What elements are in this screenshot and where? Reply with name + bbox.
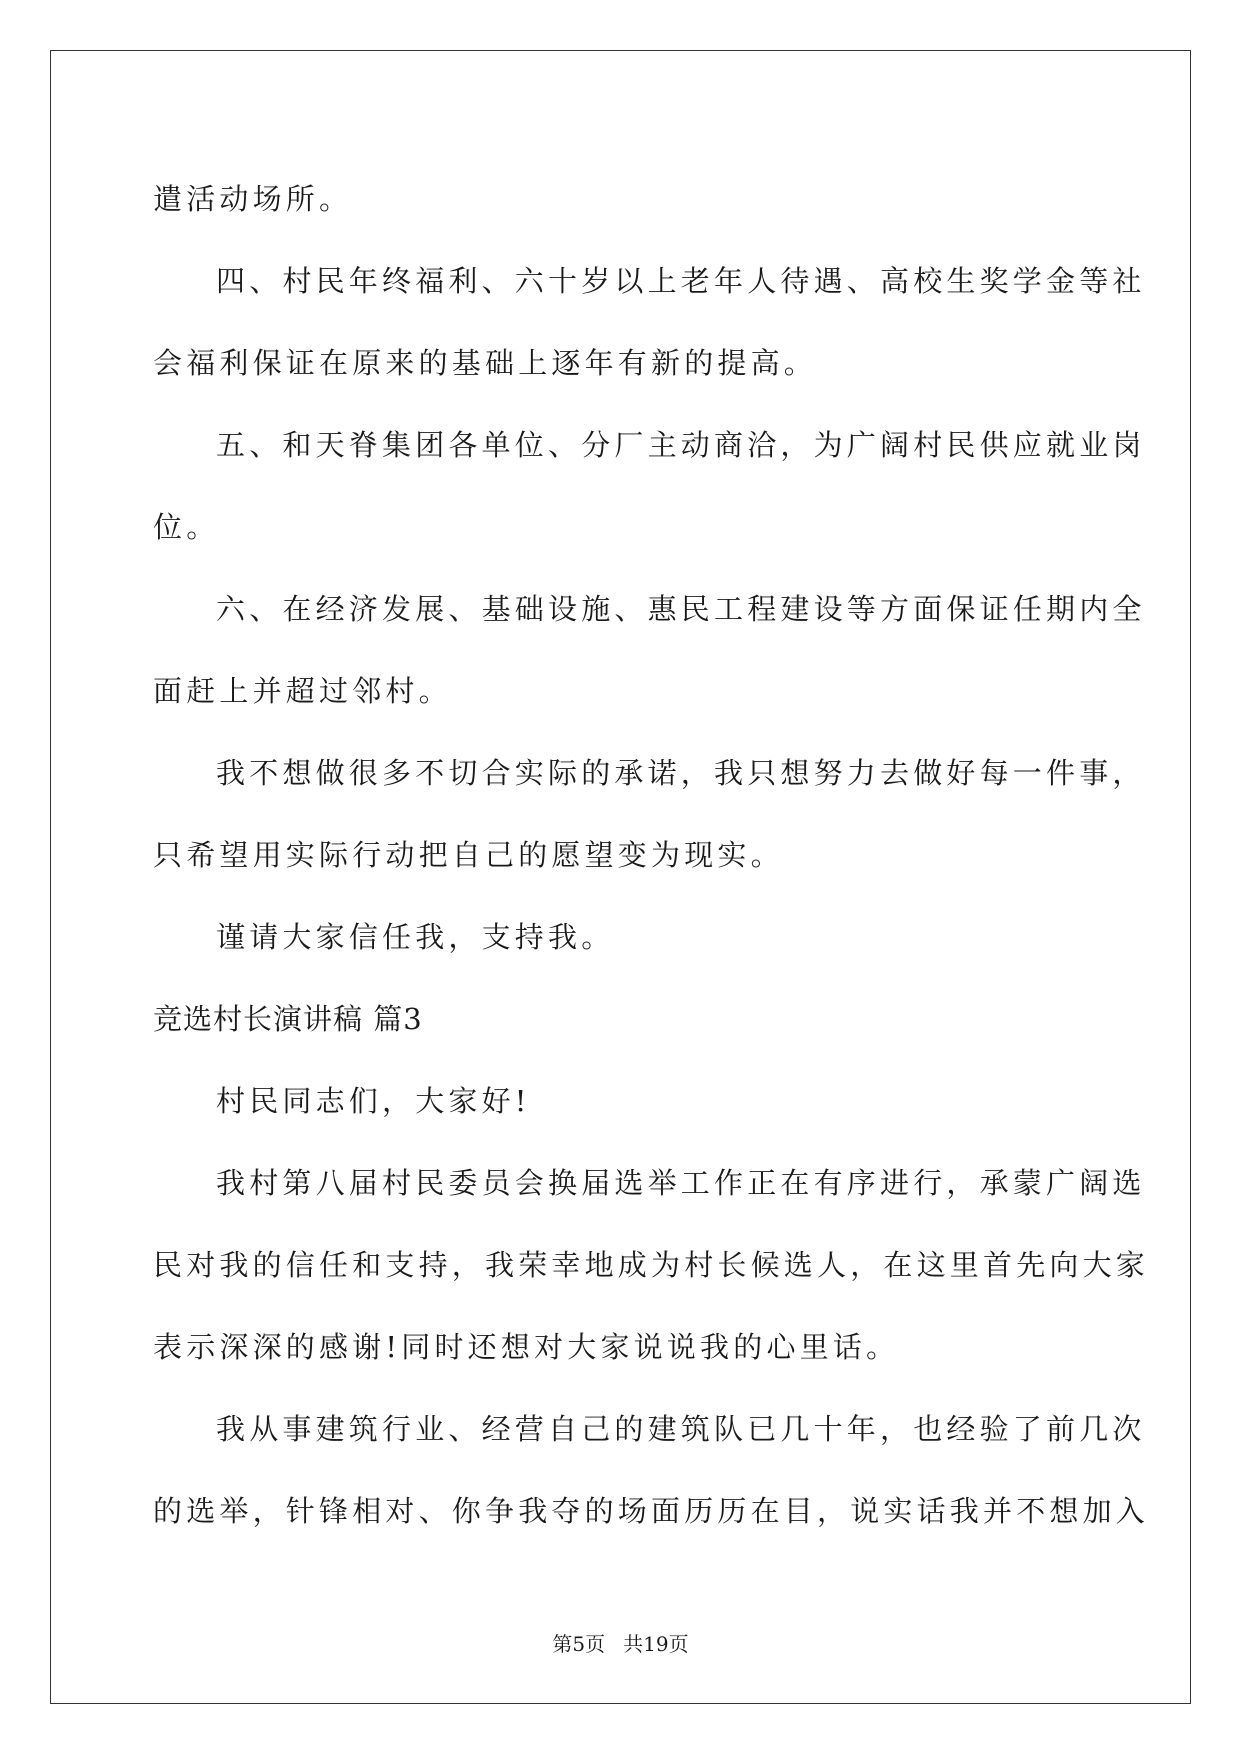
text-line: 我村第八届村民委员会换届选举工作正在有序进行，承蒙广阔选: [216, 1166, 1146, 1200]
text-line: 我从事建筑行业、经营自己的建筑队已几十年，也经验了前几次: [216, 1412, 1146, 1446]
page-footer: [0, 1628, 1241, 1657]
text-line: 六、在经济发展、基础设施、惠民工程建设等方面保证任期内全: [216, 592, 1146, 626]
text-line: 只希望用实际行动把自己的愿望变为现实。: [153, 838, 784, 872]
text-line: 民对我的信任和支持，我荣幸地成为村长候选人，在这里首先向大家: [153, 1248, 1150, 1282]
text-line: 五、和天脊集团各单位、分厂主动商洽，为广阔村民供应就业岗: [216, 428, 1146, 462]
section-heading: 竞选村长演讲稿 篇3: [153, 1002, 423, 1036]
text-line: 会福利保证在原来的基础上逐年有新的提高。: [153, 346, 818, 380]
text-line: 的选举，针锋相对、你争我夺的场面历历在目，说实话我并不想加入: [153, 1494, 1150, 1528]
text-line: 面赶上并超过邻村。: [153, 674, 452, 708]
page-total: 共19页: [623, 1632, 689, 1656]
text-line: 我不想做很多不切合实际的承诺，我只想努力去做好每一件事，: [216, 756, 1146, 790]
document-body: [153, 158, 1150, 1552]
page-number: 第5页: [552, 1632, 606, 1656]
text-line: 四、村民年终福利、六十岁以上老年人待遇、高校生奖学金等社: [216, 264, 1146, 298]
text-line: 村民同志们，大家好!: [216, 1084, 531, 1118]
text-line: 表示深深的感谢!同时还想对大家说说我的心里话。: [153, 1330, 900, 1364]
text-line: 遣活动场所。: [153, 182, 353, 216]
text-line: 位。: [153, 510, 220, 544]
text-line: 谨请大家信任我，支持我。: [216, 920, 615, 954]
